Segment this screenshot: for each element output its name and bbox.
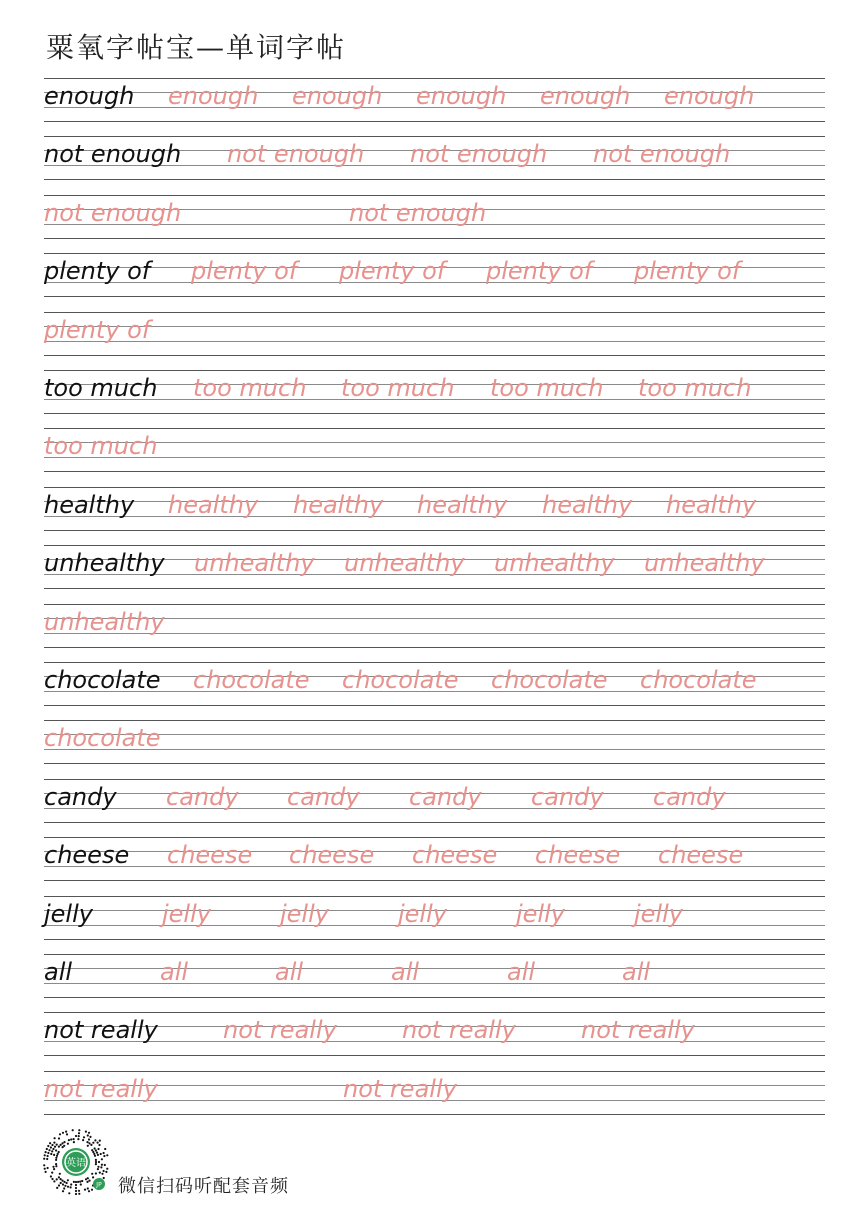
trace-word: jelly: [398, 899, 447, 928]
model-word: too much: [44, 374, 158, 402]
trace-word: too much: [44, 432, 158, 461]
guide-line: [44, 779, 825, 780]
copybook-row: [44, 487, 825, 531]
model-word: all: [44, 958, 73, 986]
guide-line: [44, 837, 825, 838]
copybook-row: [44, 253, 825, 297]
model-word: cheese: [44, 841, 130, 870]
copybook-row: [44, 779, 825, 823]
trace-word: cheese: [167, 841, 253, 870]
guide-line: [44, 238, 825, 239]
trace-word: enough: [540, 82, 631, 110]
copybook-row: [44, 136, 825, 180]
guide-line: [44, 136, 825, 137]
guide-line: [44, 487, 825, 488]
model-word: not enough: [44, 140, 182, 169]
guide-line: [44, 457, 825, 458]
copybook-row: [44, 1012, 825, 1056]
model-word: healthy: [44, 490, 135, 519]
trace-word: all: [622, 958, 651, 986]
footer: [42, 1128, 442, 1198]
guide-line: [44, 588, 825, 589]
model-word: not really: [44, 1016, 158, 1045]
trace-word: enough: [168, 82, 259, 110]
guide-line: [44, 997, 825, 998]
model-word: unhealthy: [44, 549, 165, 578]
guide-line: [44, 312, 825, 313]
model-word: chocolate: [44, 666, 161, 694]
copybook-row: [44, 428, 825, 472]
trace-word: all: [275, 958, 304, 986]
guide-line: [44, 763, 825, 764]
copybook-row: [44, 837, 825, 881]
trace-word: not enough: [44, 198, 182, 227]
trace-word: candy: [409, 782, 482, 811]
trace-word: plenty of: [634, 257, 741, 286]
trace-word: healthy: [542, 490, 633, 519]
copybook-row: [44, 720, 825, 764]
guide-line: [44, 355, 825, 356]
trace-word: chocolate: [342, 666, 459, 694]
trace-word: unhealthy: [344, 549, 465, 578]
trace-word: not enough: [227, 140, 365, 169]
guide-line: [44, 1012, 825, 1013]
qr-code-icon[interactable]: [42, 1128, 110, 1196]
model-word: plenty of: [44, 257, 151, 286]
trace-word: cheese: [412, 841, 498, 870]
trace-word: not really: [581, 1016, 695, 1045]
guide-line: [44, 604, 825, 605]
trace-word: plenty of: [339, 257, 446, 286]
trace-word: too much: [193, 374, 307, 402]
trace-word: all: [391, 958, 420, 986]
guide-line: [44, 195, 825, 196]
qr-badge-label: 英语: [66, 1158, 86, 1169]
trace-word: healthy: [293, 490, 384, 519]
guide-line: [44, 954, 825, 955]
guide-line: [44, 1114, 825, 1115]
trace-word: candy: [287, 782, 360, 811]
model-word: enough: [44, 82, 135, 110]
trace-word: chocolate: [193, 666, 310, 694]
trace-word: plenty of: [44, 315, 151, 344]
guide-line: [44, 326, 825, 327]
trace-word: enough: [292, 82, 383, 110]
trace-word: candy: [166, 782, 239, 811]
guide-line: [44, 1055, 825, 1056]
trace-word: too much: [638, 374, 752, 402]
trace-word: not really: [343, 1074, 457, 1103]
qr-corner-label: JP: [96, 1181, 102, 1189]
trace-word: not really: [44, 1074, 158, 1103]
guide-line: [44, 253, 825, 254]
trace-word: enough: [416, 82, 507, 110]
copybook-row: [44, 195, 825, 239]
guide-line: [44, 341, 825, 342]
guide-line: [44, 121, 825, 122]
guide-line: [44, 720, 825, 721]
page-title: 粟氧字帖宝—单词字帖: [46, 31, 347, 64]
guide-line: [44, 734, 825, 735]
guide-line: [44, 442, 825, 443]
trace-word: chocolate: [640, 666, 757, 694]
trace-word: too much: [341, 374, 455, 402]
trace-word: healthy: [417, 490, 508, 519]
guide-line: [44, 749, 825, 750]
guide-line: [44, 179, 825, 180]
trace-word: all: [160, 958, 189, 986]
trace-word: candy: [653, 782, 726, 811]
trace-word: too much: [490, 374, 604, 402]
copybook-row: [44, 896, 825, 940]
trace-word: candy: [531, 782, 604, 811]
trace-word: jelly: [280, 899, 329, 928]
trace-word: jelly: [162, 899, 211, 928]
guide-line: [44, 545, 825, 546]
guide-line: [44, 78, 825, 79]
copybook-row: [44, 545, 825, 589]
copybook-row: [44, 604, 825, 648]
trace-word: unhealthy: [194, 549, 315, 578]
trace-word: jelly: [634, 899, 683, 928]
guide-line: [44, 939, 825, 940]
trace-word: not enough: [349, 198, 487, 227]
guide-line: [44, 413, 825, 414]
copybook-row: [44, 1071, 825, 1115]
copybook-row: [44, 78, 825, 122]
trace-word: not enough: [410, 140, 548, 169]
copybook-row: [44, 370, 825, 414]
trace-word: jelly: [516, 899, 565, 928]
copybook-row: [44, 662, 825, 706]
guide-line: [44, 880, 825, 881]
trace-word: chocolate: [491, 666, 608, 694]
trace-word: cheese: [535, 841, 621, 870]
trace-word: enough: [664, 82, 755, 110]
trace-word: cheese: [658, 841, 744, 870]
guide-line: [44, 662, 825, 663]
copybook-row: [44, 954, 825, 998]
guide-line: [44, 370, 825, 371]
trace-word: unhealthy: [44, 607, 165, 636]
trace-word: chocolate: [44, 724, 161, 753]
guide-line: [44, 296, 825, 297]
copybook-row: [44, 312, 825, 356]
trace-word: plenty of: [191, 257, 298, 286]
guide-line: [44, 428, 825, 429]
guide-line: [44, 896, 825, 897]
guide-line: [44, 822, 825, 823]
trace-word: all: [507, 958, 536, 986]
trace-word: plenty of: [486, 257, 593, 286]
trace-word: healthy: [666, 490, 757, 519]
trace-word: not really: [223, 1016, 337, 1045]
trace-word: not enough: [593, 140, 731, 169]
model-word: jelly: [44, 899, 93, 928]
trace-word: unhealthy: [494, 549, 615, 578]
model-word: candy: [44, 782, 117, 811]
trace-word: cheese: [289, 841, 375, 870]
guide-line: [44, 530, 825, 531]
trace-word: not really: [402, 1016, 516, 1045]
guide-line: [44, 647, 825, 648]
trace-word: unhealthy: [644, 549, 765, 578]
guide-line: [44, 1071, 825, 1072]
guide-line: [44, 705, 825, 706]
footer-caption: 微信扫码听配套音频: [118, 1176, 289, 1197]
trace-word: healthy: [168, 490, 259, 519]
guide-line: [44, 471, 825, 472]
